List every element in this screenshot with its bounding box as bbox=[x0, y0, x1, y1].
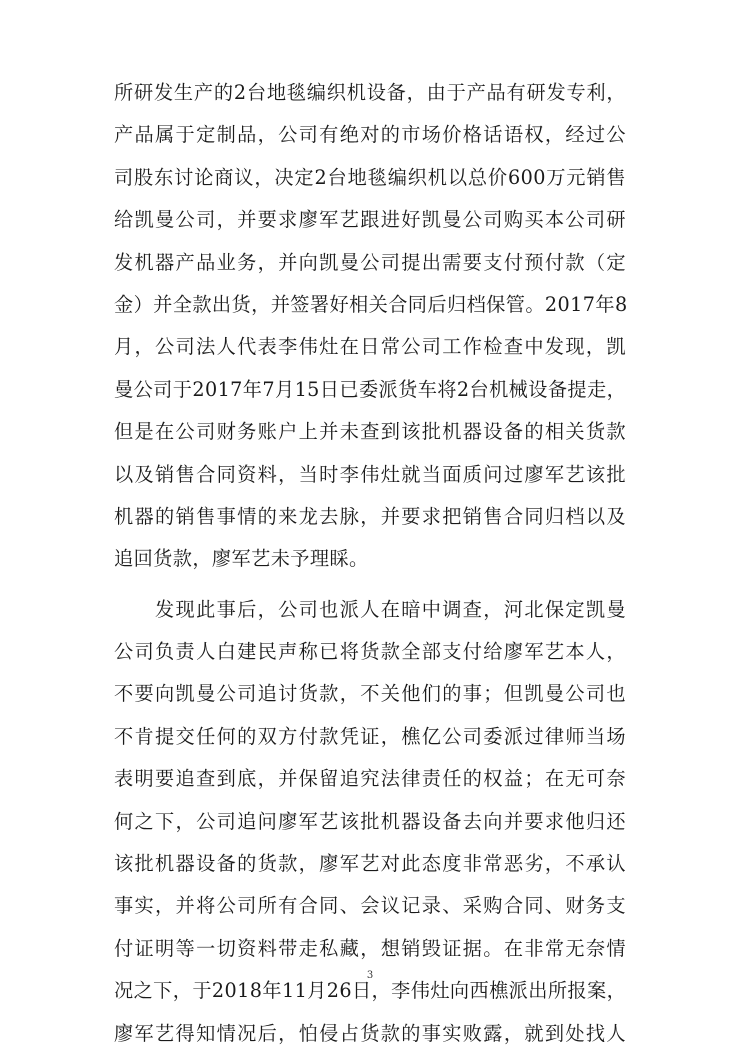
text-line: 不要向凯曼公司追讨货款，不关他们的事；但凯曼公司也 bbox=[114, 682, 626, 706]
text-line: 发现此事后，公司也派人在暗中调查，河北保定凯曼 bbox=[114, 597, 626, 621]
text-line: 金）并全款出货，并签署好相关合同后归档保管。2017年8 bbox=[114, 292, 628, 316]
text-line: 追回货款，廖军艺未予理睬。 bbox=[114, 547, 369, 571]
text-line: 月，公司法人代表李伟灶在日常公司工作检查中发现，凯 bbox=[114, 335, 626, 359]
text-line: 公司负责人白建民声称已将货款全部支付给廖军艺本人， bbox=[114, 640, 626, 664]
text-line: 但是在公司财务账户上并未查到该批机器设备的相关货款 bbox=[114, 420, 626, 444]
text-line: 该批机器设备的货款，廖军艺对此态度非常恶劣，不承认 bbox=[114, 852, 626, 876]
text-line: 产品属于定制品，公司有绝对的市场价格话语权，经过公 bbox=[114, 123, 626, 147]
text-line: 以及销售合同资料，当时李伟灶就当面质问过廖军艺该批 bbox=[114, 462, 626, 486]
paragraph-2 bbox=[114, 589, 626, 1055]
body-text bbox=[114, 72, 626, 1055]
text-line: 廖军艺得知情况后，怕侵占货款的事实败露，就到处找人 bbox=[114, 1021, 626, 1045]
text-line: 司股东讨论商议，决定2台地毯编织机以总价600万元销售 bbox=[114, 165, 626, 189]
text-line: 事实，并将公司所有合同、会议记录、采购合同、财务支 bbox=[114, 894, 626, 918]
page-number: 3 bbox=[366, 970, 374, 981]
text-line: 付证明等一切资料带走私藏，想销毁证据。在非常无奈情 bbox=[114, 936, 626, 960]
text-line: 所研发生产的2台地毯编织机设备，由于产品有研发专利， bbox=[114, 81, 626, 104]
text-line: 发机器产品业务，并向凯曼公司提出需要支付预付款（定 bbox=[114, 250, 626, 274]
text-line: 况之下，于2018年11月26日，李伟灶向西樵派出所报案， bbox=[114, 979, 627, 1003]
text-line: 何之下，公司追问廖军艺该批机器设备去向并要求他归还 bbox=[114, 809, 626, 833]
text-line: 表明要追查到底，并保留追究法律责任的权益；在无可奈 bbox=[114, 767, 626, 791]
text-line: 机器的销售事情的来龙去脉，并要求把销售合同归档以及 bbox=[114, 504, 626, 528]
text-line: 给凯曼公司，并要求廖军艺跟进好凯曼公司购买本公司研 bbox=[114, 208, 626, 232]
paragraph-1 bbox=[114, 72, 626, 581]
text-line: 不肯提交任何的双方付款凭证，樵亿公司委派过律师当场 bbox=[114, 724, 626, 748]
text-line: 曼公司于2017年7月15日已委派货车将2台机械设备提走， bbox=[114, 377, 627, 401]
